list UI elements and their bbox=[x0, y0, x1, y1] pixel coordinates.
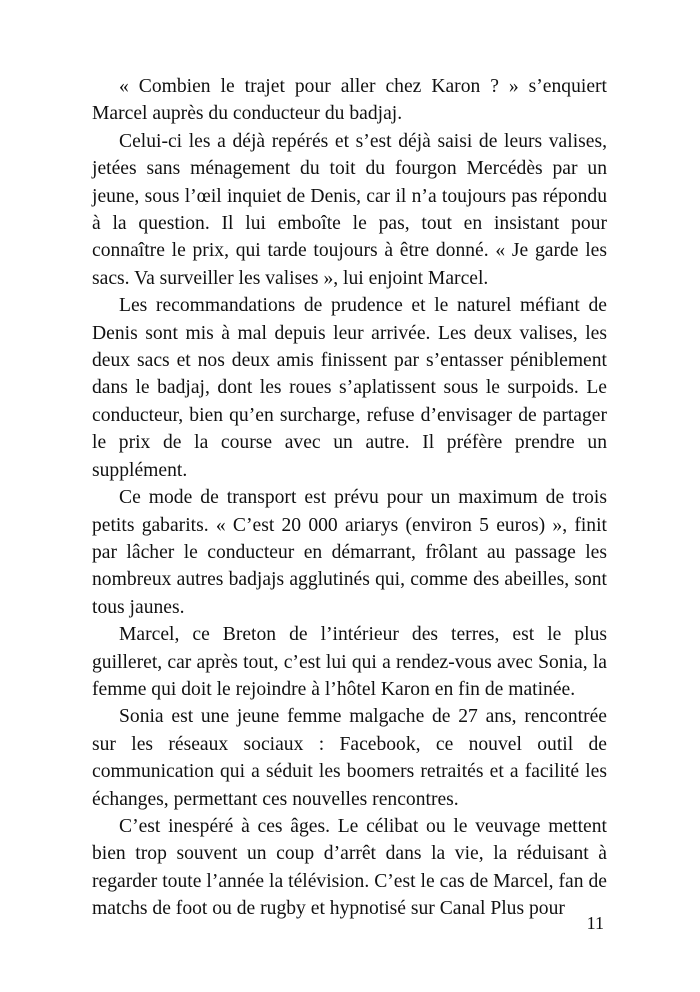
paragraph: Sonia est une jeune femme malgache de 27 ans, rencontrée sur les réseaux sociaux : Facebook, ce nouvel outil de communication qui a séduit les boomers retraités et a facilité les échanges, permettant ces nouvelles rencontres. bbox=[92, 706, 607, 810]
paragraph: Les recommandations de prudence et le naturel méfiant de Denis sont mis à mal depuis leur arrivée. Les deux valises, les deux sacs et nos deux amis finissent par s’entasser péniblement dans le badjaj, dont les roues s’aplatissent sous le surpoids. Le conducteur, bien qu’en surcharge, refuse d’envisager de partager le prix de la course avec un autre. Il préfère prendre un supplément. bbox=[92, 295, 607, 481]
paragraph: C’est inespéré à ces âges. Le célibat ou le veuvage mettent bien trop souvent un coup d’arrêt dans la vie, la réduisant à regarder toute l’année la télévision. C’est le cas de Marcel, fan de matchs de foot ou de rugby et hypnotisé sur Canal Plus pour bbox=[92, 815, 607, 920]
paragraph: Celui-ci les a déjà repérés et s’est déjà saisi de leurs valises, jetées sans ménagement du toit du fourgon Mercédès par un jeune, sous l’œil inquiet de Denis, car il n’a toujours pas répondu à la question. Il lui emboîte le pas, tout en insistant pour connaître le prix, qui tarde toujours à être donné. « Je garde les sacs. Va surveiller les valises », lui enjoint Marcel. bbox=[92, 130, 607, 289]
page-body bbox=[92, 73, 607, 923]
paragraph: « Combien le trajet pour aller chez Karon ? » s’enquiert Marcel auprès du conducteur du badjaj. bbox=[92, 76, 607, 125]
paragraph: Ce mode de transport est prévu pour un maximum de trois petits gabarits. « C’est 20 000 ariarys (environ 5 euros) », finit par lâcher le conducteur en démarrant, frôlant au passage les nombreux autres badjajs agglutinés qui, comme des abeilles, sont tous jaunes. bbox=[92, 487, 607, 618]
page-number: 11 bbox=[586, 913, 604, 933]
paragraph: Marcel, ce Breton de l’intérieur des terres, est le plus guilleret, car après tout, c’est lui qui a rendez-vous avec Sonia, la femme qui doit le rejoindre à l’hôtel Karon en fin de matinée. bbox=[92, 624, 607, 700]
